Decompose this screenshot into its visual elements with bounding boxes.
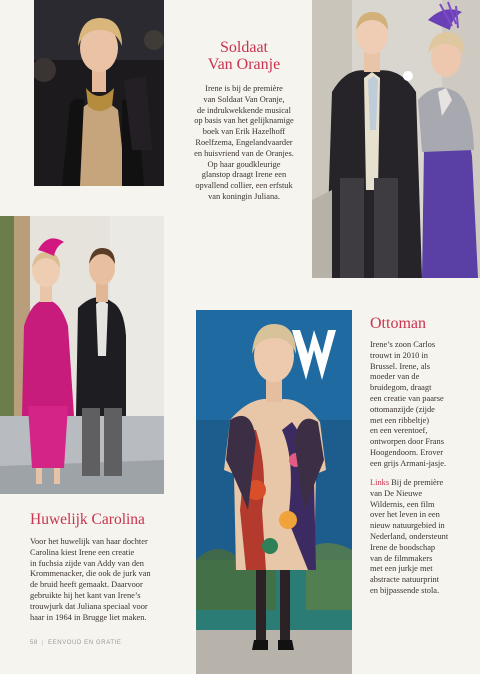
text-line: de bruid heeft gemaakt. Daarvoor bbox=[30, 580, 143, 590]
text-line: ontworpen door Frans bbox=[370, 437, 444, 447]
page-footer bbox=[30, 640, 121, 646]
text-line: Irene’s zoon Carlos bbox=[370, 340, 436, 349]
section-title-huwelijk: Huwelijk Carolina bbox=[30, 511, 145, 528]
photo-floral-dress-premiere bbox=[196, 310, 352, 674]
section-title-soldaat-line2: Van Oranje bbox=[207, 55, 281, 73]
text-line: met een ribbeltje) bbox=[370, 415, 430, 425]
text-line: Carolina kiest Irene een creatie bbox=[30, 547, 135, 557]
text-line: opvallend collier, een erfstuk bbox=[195, 181, 293, 191]
text-line: Hoogendoorn. Erover bbox=[370, 447, 444, 457]
footer-section-label: EENVOUD EN GRATIE bbox=[48, 640, 122, 646]
text-line: bruidegom, draagt bbox=[370, 383, 432, 393]
text-line: trouwjurk dat Juliana speciaal voor bbox=[30, 601, 148, 611]
text-line: een creatie van paarse bbox=[370, 393, 444, 403]
text-line: gebruikte hij het kant van Irene’s bbox=[30, 590, 141, 600]
section-title-soldaat-line1: Soldaat bbox=[220, 39, 268, 56]
text-line: ottomanzijde (zijde bbox=[370, 404, 435, 414]
text-line: Irene de boodschap bbox=[370, 542, 436, 552]
text-line: in fuchsia zijde van Addy van den bbox=[30, 558, 144, 568]
section-body-huwelijk bbox=[30, 537, 196, 623]
text-line: een grijs Armani-jasje. bbox=[370, 458, 447, 468]
text-line: van de filmmakers bbox=[370, 553, 433, 563]
text-line: en een verentoef, bbox=[370, 426, 428, 436]
text-line: Krommenacker, die ook de jurk van bbox=[30, 569, 151, 579]
page-number: 58 bbox=[30, 640, 38, 646]
text-span: Bij de première bbox=[389, 478, 444, 487]
text-line: en huisvriend van de Oranjes. bbox=[194, 148, 294, 158]
text-line: de indrukwekkende musical bbox=[197, 105, 291, 115]
text-line: Nederland, ondersteunt bbox=[370, 531, 449, 541]
text-line: trouwt in 2010 in bbox=[370, 350, 428, 360]
text-line: haar in 1964 in Brugge liet maken. bbox=[30, 612, 147, 622]
photo-caption-links bbox=[370, 478, 478, 597]
text-line: met een jurkje met bbox=[370, 564, 433, 574]
section-title-soldaat bbox=[176, 40, 312, 74]
text-line: op basis van het gelijknamige bbox=[194, 116, 294, 126]
text-line: van Soldaat Van Oranje, bbox=[203, 94, 285, 104]
text-line: en bijpassende stola. bbox=[370, 585, 440, 595]
caption-lead-links: Links bbox=[370, 478, 390, 487]
photo-gold-top-premiere bbox=[34, 0, 164, 186]
text-line: Brussel. Irene, als bbox=[370, 361, 431, 371]
section-title-ottoman: Ottoman bbox=[370, 315, 426, 332]
text-line: Wildernis, een film bbox=[370, 499, 435, 509]
footer-separator: | bbox=[41, 640, 45, 646]
text-line: van koningin Juliana. bbox=[208, 191, 280, 201]
text-line: over het leven in een bbox=[370, 510, 440, 520]
text-line bbox=[370, 478, 478, 489]
text-line: Op haar goudkleurige bbox=[207, 159, 281, 169]
section-body-soldaat bbox=[176, 84, 312, 203]
text-line: nieuw natuurgebied in bbox=[370, 521, 445, 531]
text-line: Roelfzema, Engelandvaarder bbox=[195, 137, 293, 147]
photo-fuchsia-outfit-wedding bbox=[0, 216, 164, 494]
section-body-ottoman bbox=[370, 340, 478, 470]
text-line: van De Nieuwe bbox=[370, 488, 423, 498]
text-line: moeder van de bbox=[370, 372, 420, 382]
text-line: Irene is bij de première bbox=[205, 84, 283, 93]
text-line: abstracte natuurprint bbox=[370, 575, 440, 585]
photo-purple-outfit-wedding bbox=[312, 0, 480, 278]
text-line: boek van Erik Hazelhoff bbox=[202, 127, 286, 137]
text-line: glanstop draagt Irene een bbox=[201, 170, 287, 180]
text-line: Voor het huwelijk van haar dochter bbox=[30, 537, 148, 546]
